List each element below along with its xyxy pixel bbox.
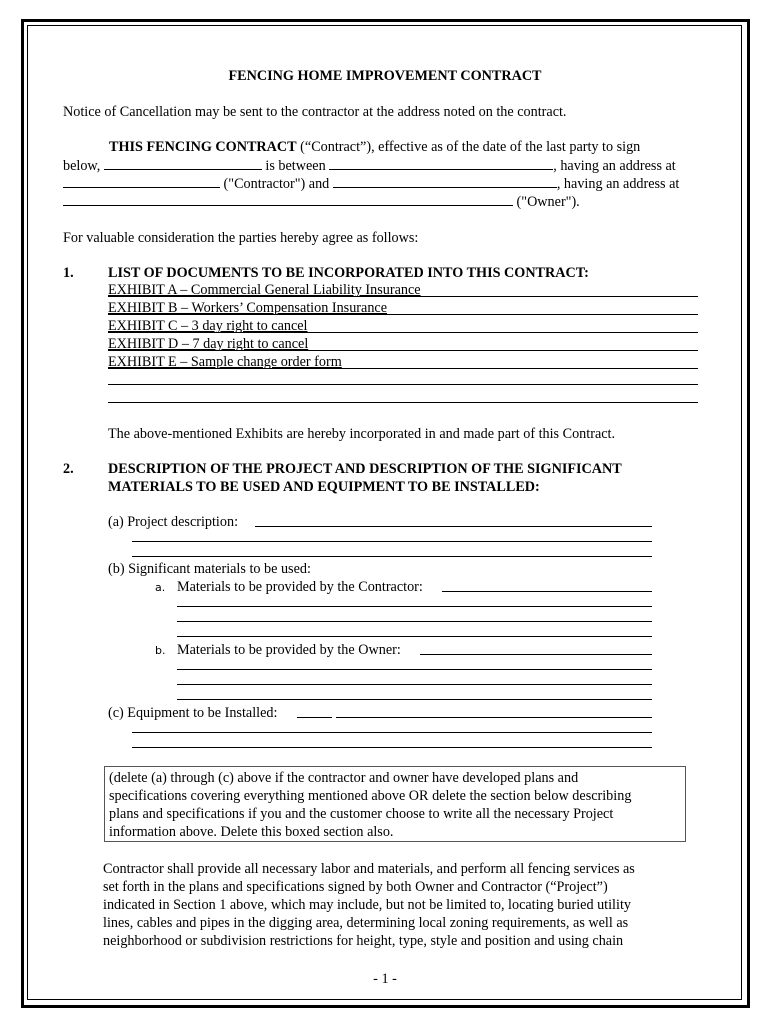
effective-date-blank[interactable] [104,156,262,170]
exhibit-c-line [108,332,698,333]
section-2-number: 2. [63,461,74,477]
exhibit-b: EXHIBIT B – Workers’ Compensation Insurance [108,300,388,316]
project-description-blank-1[interactable] [255,526,652,527]
significant-materials-label: (b) Significant materials to be used: [108,561,311,577]
project-description-blank-2[interactable] [132,541,652,542]
boxed-note-line-1: (delete (a) through (c) above if the contractor and owner have developed plans and [109,770,579,786]
final-paragraph-line-3: indicated in Section 1 above, which may include, but not be limited to, locating buried utility [103,897,631,913]
exhibit-d: EXHIBIT D – 7 day right to cancel [108,336,309,352]
exhibit-e-line [108,368,698,369]
contractor-materials-blank-2[interactable] [177,606,652,607]
exhibits-incorporated-note: The above-mentioned Exhibits are hereby incorporated in and made part of this Contract. [108,426,616,442]
exhibit-blank-line-1[interactable] [108,384,698,385]
equipment-label: (c) Equipment to be Installed: [108,705,278,721]
owner-materials-blank-4[interactable] [177,699,652,700]
equipment-blank-1[interactable] [336,717,652,718]
exhibit-a: EXHIBIT A – Commercial General Liability Insurance [108,282,421,298]
exhibit-b-line [108,314,698,315]
exhibit-e: EXHIBIT E – Sample change order form [108,354,342,370]
page-number: - 1 - [373,971,397,987]
contractor-name-blank[interactable] [329,156,553,170]
intro-owner: ("Owner"). [516,194,580,210]
exhibit-a-line [108,296,698,297]
sub-item-a-marker: a. [155,581,166,594]
boxed-note-line-2: specifications covering everything mentioned above OR delete the section below describing [109,788,632,804]
intro-below: below, [63,158,101,174]
final-paragraph-line-4: lines, cables and pipes in the digging area, determining local zoning requirements, as well as [103,915,629,931]
consideration-line: For valuable consideration the parties hereby agree as follows: [63,230,419,246]
contractor-address-blank[interactable] [63,174,220,188]
owner-materials-blank-1[interactable] [420,654,652,655]
cancellation-notice: Notice of Cancellation may be sent to the contractor at the address noted on the contract. [63,104,567,120]
intro-bold-lead: THIS FENCING CONTRACT [109,139,297,155]
owner-name-blank[interactable] [333,174,557,188]
final-paragraph-line-2: set forth in the plans and specifications signed by both Owner and Contractor (“Project”) [103,879,608,895]
equipment-blank-3[interactable] [132,747,652,748]
section-1-number: 1. [63,265,74,281]
sub-item-b-marker: b. [155,644,166,657]
intro-line-2 [63,156,676,175]
intro-line-1 [109,138,640,156]
section-1-heading: LIST OF DOCUMENTS TO BE INCORPORATED INTO THIS CONTRACT: [108,265,589,281]
contractor-materials-blank-4[interactable] [177,636,652,637]
intro-line-1-rest: (“Contract”), effective as of the date of the last party to sign [296,139,641,155]
project-description-blank-3[interactable] [132,556,652,557]
intro-line-4 [63,192,580,211]
intro-line-3 [63,174,679,193]
equipment-blank-short[interactable] [297,717,332,718]
intro-contractor-and: ("Contractor") and [223,176,330,192]
section-2-heading-line-1: DESCRIPTION OF THE PROJECT AND DESCRIPTION OF THE SIGNIFICANT [108,461,622,477]
boxed-note-line-4: information above. Delete this boxed section also. [109,824,394,840]
owner-materials-blank-3[interactable] [177,684,652,685]
document-title: FENCING HOME IMPROVEMENT CONTRACT [228,68,542,84]
intro-address-at-1: , having an address at [553,158,676,174]
section-2-heading-line-2: MATERIALS TO BE USED AND EQUIPMENT TO BE INSTALLED: [108,479,540,495]
contractor-materials-label: Materials to be provided by the Contractor: [177,579,423,595]
exhibit-c: EXHIBIT C – 3 day right to cancel [108,318,308,334]
project-description-label: (a) Project description: [108,514,239,530]
boxed-note-line-3: plans and specifications if you and the customer choose to write all the necessary Project [109,806,614,822]
final-paragraph-line-1: Contractor shall provide all necessary labor and materials, and perform all fencing services as [103,861,635,877]
final-paragraph-line-5: neighborhood or subdivision restrictions for height, type, style and position and using chain [103,933,624,949]
contractor-materials-blank-1[interactable] [442,591,652,592]
exhibit-d-line [108,350,698,351]
intro-is-between: is between [265,158,326,174]
exhibit-blank-line-2[interactable] [108,402,698,403]
contractor-materials-blank-3[interactable] [177,621,652,622]
equipment-blank-2[interactable] [132,732,652,733]
owner-materials-blank-2[interactable] [177,669,652,670]
intro-address-at-2: , having an address at [556,176,680,192]
owner-address-blank[interactable] [63,192,513,206]
owner-materials-label: Materials to be provided by the Owner: [177,642,401,658]
